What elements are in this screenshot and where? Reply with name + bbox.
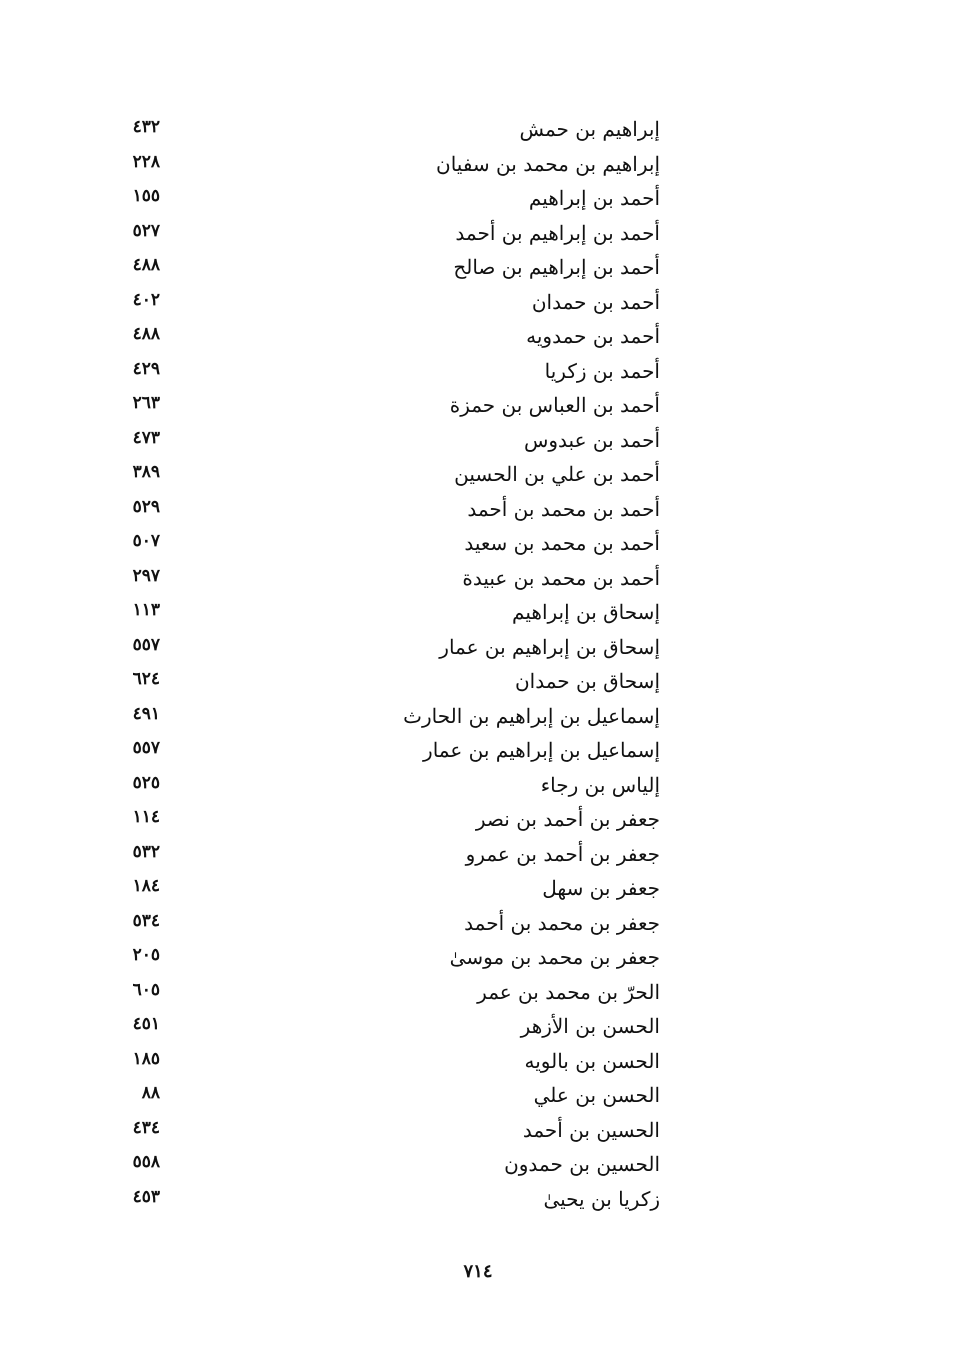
entry-name: الحرّ بن محمد بن عمر (477, 979, 660, 1004)
index-entry (90, 319, 660, 354)
entry-page-number: ٢٠٥ (132, 945, 160, 965)
index-entry (90, 457, 660, 492)
index-entry (90, 1009, 660, 1044)
entry-name: أحمد بن العباس بن حمزة (449, 393, 660, 417)
entry-page-number: ٥٥٧ (132, 738, 160, 758)
entry-page-number: ٥٣٢ (132, 841, 160, 862)
entry-name: أحمد بن محمد بن سعيد (464, 531, 660, 555)
index-entry (90, 837, 660, 872)
entry-page-number: ٤٣٢ (132, 117, 160, 137)
entry-page-number: ٥٥٧ (132, 634, 160, 655)
index-entry (90, 975, 660, 1010)
index-entry (90, 664, 660, 699)
index-entry (90, 802, 660, 837)
entry-page-number: ٤٨٨ (132, 255, 160, 275)
index-entry (90, 940, 660, 975)
entry-page-number: ١٥٥ (132, 186, 160, 206)
entry-name: الحسن بن الأزهر (520, 1014, 660, 1038)
index-entry (90, 250, 660, 285)
entry-page-number: ١١٤ (132, 807, 160, 827)
index-entry (90, 906, 660, 941)
entry-name: زكريا بن يحيىٰ (543, 1186, 660, 1211)
index-entry (90, 1044, 660, 1079)
entry-name: إبراهيم بن حمش (519, 117, 660, 141)
index-entry (90, 630, 660, 665)
index-entry (90, 1182, 660, 1217)
entry-page-number: ١١٣ (132, 600, 160, 620)
entry-page-number: ٥٠٧ (132, 531, 160, 551)
entry-page-number: ٢٩٧ (132, 565, 160, 586)
index-entry (90, 285, 660, 320)
entry-name: إسحاق بن إبراهيم بن عمار (439, 634, 660, 659)
entry-page-number: ٤٥٣ (132, 1186, 160, 1207)
entry-page-number: ٤٩١ (132, 703, 160, 724)
entry-name: جعفر بن محمد بن موسىٰ (449, 945, 660, 969)
entry-name: أحمد بن إبراهيم (528, 186, 660, 210)
entry-name: الحسين بن أحمد (522, 1117, 660, 1142)
index-entry (90, 492, 660, 527)
index-entry (90, 112, 660, 147)
index-entry (90, 423, 660, 458)
index-entry (90, 354, 660, 389)
entry-page-number: ٤٠٢ (132, 289, 160, 310)
entry-page-number: ٥٥٨ (132, 1152, 160, 1172)
entry-name: أحمد بن عبدوس (523, 427, 660, 452)
index-entry (90, 699, 660, 734)
index-entry (90, 768, 660, 803)
index-entry (90, 216, 660, 251)
entry-name: جعفر بن أحمد بن نصر (475, 807, 660, 831)
entry-name: أحمد بن علي بن الحسين (454, 462, 660, 486)
page-number: ٧١٤ (463, 1261, 493, 1282)
index-entry (90, 871, 660, 906)
entry-name: جعفر بن سهل (542, 876, 660, 900)
entry-page-number: ٢٦٣ (132, 393, 160, 413)
entry-name: أحمد بن حمدويه (526, 324, 660, 348)
entry-page-number: ١٨٤ (132, 876, 160, 896)
entry-page-number: ٥٢٥ (132, 772, 160, 793)
entry-name: أحمد بن زكريا (544, 358, 660, 383)
entry-name: أحمد بن إبراهيم بن أحمد (455, 220, 660, 245)
index-entry (90, 526, 660, 561)
entry-page-number: ٤٧٣ (132, 427, 160, 448)
index-entry (90, 1147, 660, 1182)
index-entry (90, 1113, 660, 1148)
entry-name: إسماعيل بن إبراهيم بن الحارث (403, 703, 660, 728)
entry-name: إبراهيم بن محمد بن سفيان (436, 151, 660, 176)
entry-name: إسحاق بن إبراهيم (512, 600, 660, 624)
entry-name: الحسين بن حمدون (504, 1152, 660, 1176)
entry-page-number: ٤٥١ (132, 1014, 160, 1034)
entry-page-number: ٨٨ (141, 1083, 160, 1103)
entry-name: إلياس بن رجاء (540, 772, 660, 797)
entry-page-number: ٦٢٤ (132, 669, 160, 689)
entry-page-number: ٢٢٨ (132, 151, 160, 172)
entry-name: جعفر بن محمد بن أحمد (464, 910, 660, 935)
entry-page-number: ٥٣٤ (132, 910, 160, 931)
entry-name: أحمد بن حمدان (531, 289, 660, 314)
entry-page-number: ١٨٥ (132, 1048, 160, 1069)
entry-name: أحمد بن محمد بن عبيدة (462, 565, 660, 590)
name-index-list (90, 112, 660, 1216)
entry-page-number: ٤٢٩ (132, 358, 160, 379)
entry-name: إسماعيل بن إبراهيم بن عمار (423, 738, 660, 762)
entry-page-number: ٤٨٨ (132, 324, 160, 344)
entry-page-number: ٦٠٥ (132, 979, 160, 1000)
entry-page-number: ٥٢٧ (132, 220, 160, 241)
entry-page-number: ٣٨٩ (132, 462, 160, 482)
index-entry (90, 1078, 660, 1113)
entry-name: الحسن بن علي (533, 1083, 660, 1107)
entry-name: الحسن بن بالويه (524, 1048, 660, 1073)
entry-name: جعفر بن أحمد بن عمرو (465, 841, 660, 866)
index-entry (90, 147, 660, 182)
entry-name: أحمد بن محمد بن أحمد (467, 496, 660, 521)
index-entry (90, 561, 660, 596)
entry-name: أحمد بن إبراهيم بن صالح (453, 255, 660, 279)
index-entry (90, 733, 660, 768)
index-entry (90, 181, 660, 216)
index-entry (90, 388, 660, 423)
entry-page-number: ٤٣٤ (132, 1117, 160, 1138)
entry-page-number: ٥٢٩ (132, 496, 160, 517)
entry-name: إسحاق بن حمدان (514, 669, 660, 693)
index-entry (90, 595, 660, 630)
